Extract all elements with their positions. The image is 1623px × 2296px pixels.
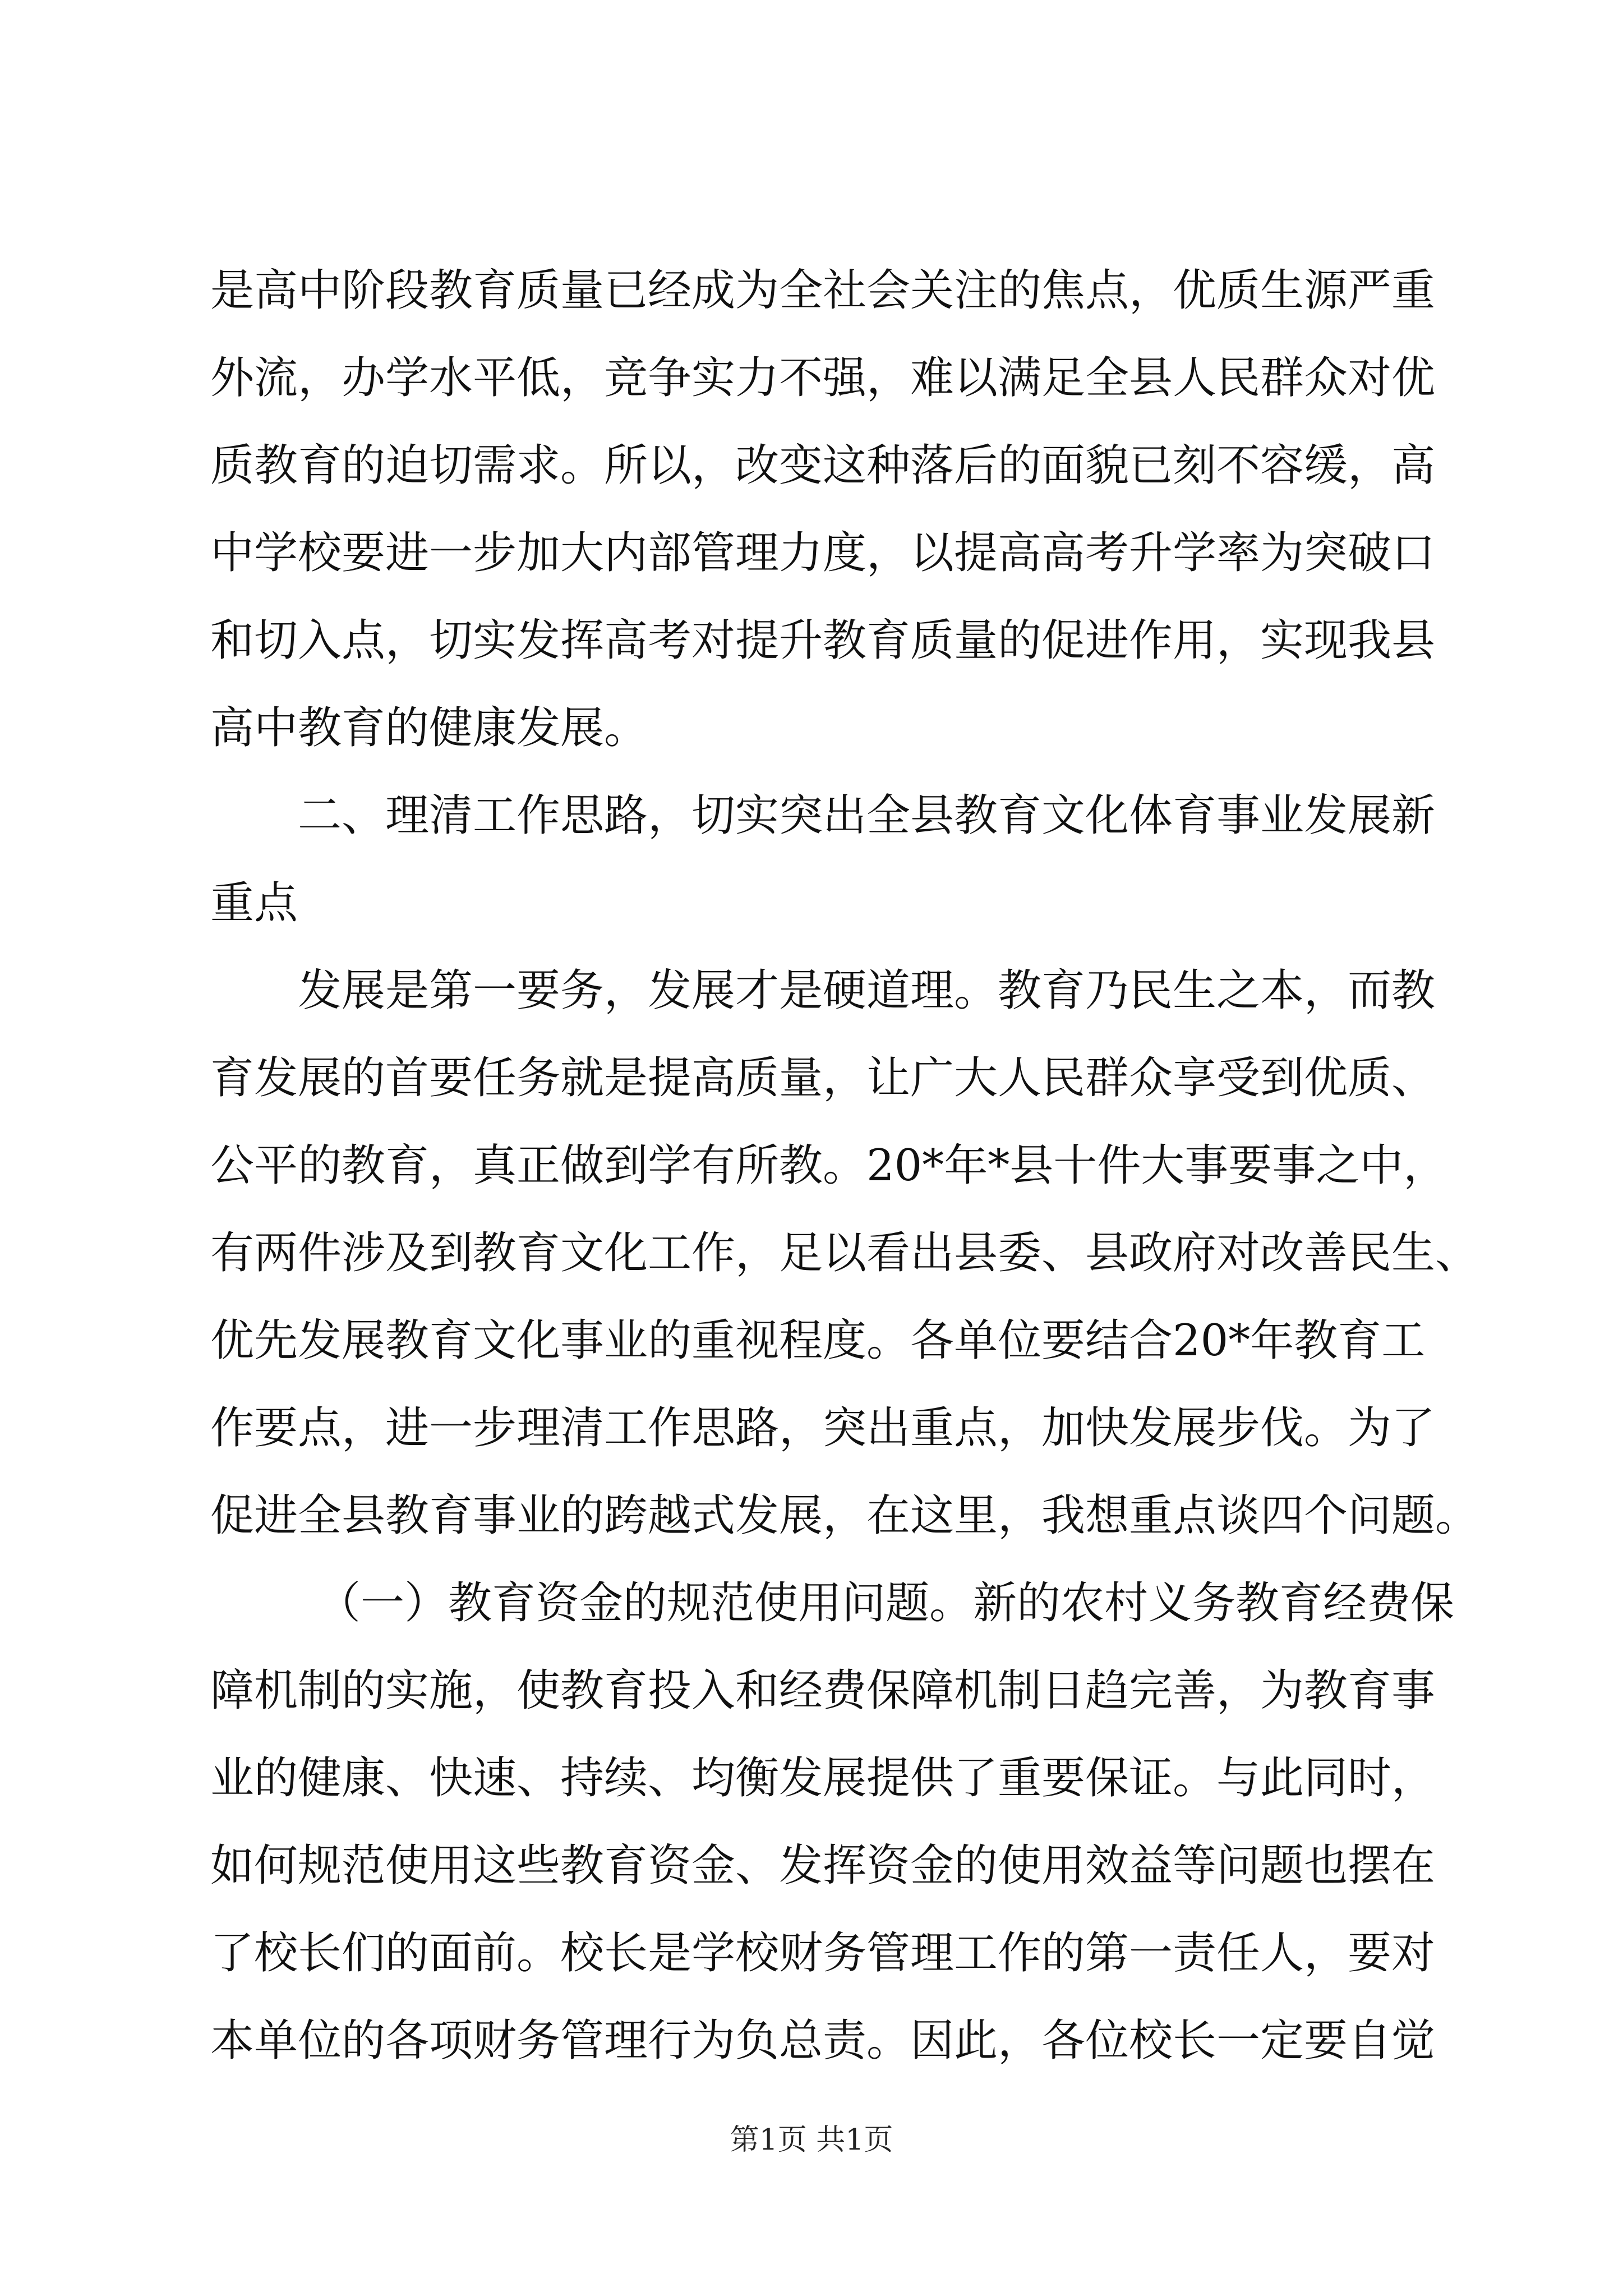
- text-line: 高中教育的健康发展。: [210, 703, 648, 753]
- text-line: 了校长们的面前。校长是学校财务管理工作的第一责任人，要对: [210, 1928, 1436, 1978]
- text-line: 本单位的各项财务管理行为负总责。因此，各位校长一定要自觉: [210, 2016, 1436, 2066]
- text-line: 发展是第一要务，发展才是硬道理。教育乃民生之本，而教: [298, 965, 1436, 1016]
- text-line: 和切入点，切实发挥高考对提升教育质量的促进作用，实现我县: [210, 615, 1436, 666]
- text-line: 作要点，进一步理清工作思路，突出重点，加快发展步伐。为了: [210, 1403, 1436, 1453]
- body-text: [210, 247, 1479, 2085]
- text-line: 外流，办学水平低，竞争实力不强，难以满足全县人民群众对优: [210, 353, 1436, 403]
- page-footer: 第1页 共1页: [730, 2123, 893, 2157]
- text-line: 优先发展教育文化事业的重视程度。各单位要结合20*年教育工: [210, 1315, 1426, 1366]
- text-line: 公平的教育，真正做到学有所教。20*年*县十件大事要事之中，: [210, 1140, 1447, 1191]
- text-line: 有两件涉及到教育文化工作，足以看出县委、县政府对改善民生、: [210, 1228, 1479, 1278]
- text-line: 业的健康、快速、持续、均衡发展提供了重要保证。与此同时，: [210, 1753, 1436, 1803]
- text-line: 促进全县教育事业的跨越式发展，在这里，我想重点谈四个问题。: [210, 1490, 1479, 1541]
- section-heading-line: 重点: [210, 878, 298, 928]
- text-line: 中学校要进一步加大内部管理力度，以提高高考升学率为突破口: [210, 528, 1436, 578]
- text-line: 障机制的实施，使教育投入和经费保障机制日趋完善，为教育事: [210, 1665, 1436, 1716]
- text-line: 育发展的首要任务就是提高质量，让广大人民群众享受到优质、: [210, 1053, 1436, 1103]
- text-line: 是高中阶段教育质量已经成为全社会关注的焦点，优质生源严重: [210, 265, 1436, 316]
- section-heading-line: 二、理清工作思路，切实突出全县教育文化体育事业发展新: [298, 790, 1436, 841]
- text-line: 如何规范使用这些教育资金、发挥资金的使用效益等问题也摆在: [210, 1841, 1436, 1891]
- text-line: 质教育的迫切需求。所以，改变这种落后的面貌已刻不容缓，高: [210, 440, 1436, 491]
- subsection-line: （一）教育资金的规范使用问题。新的农村义务教育经费保: [317, 1578, 1455, 1628]
